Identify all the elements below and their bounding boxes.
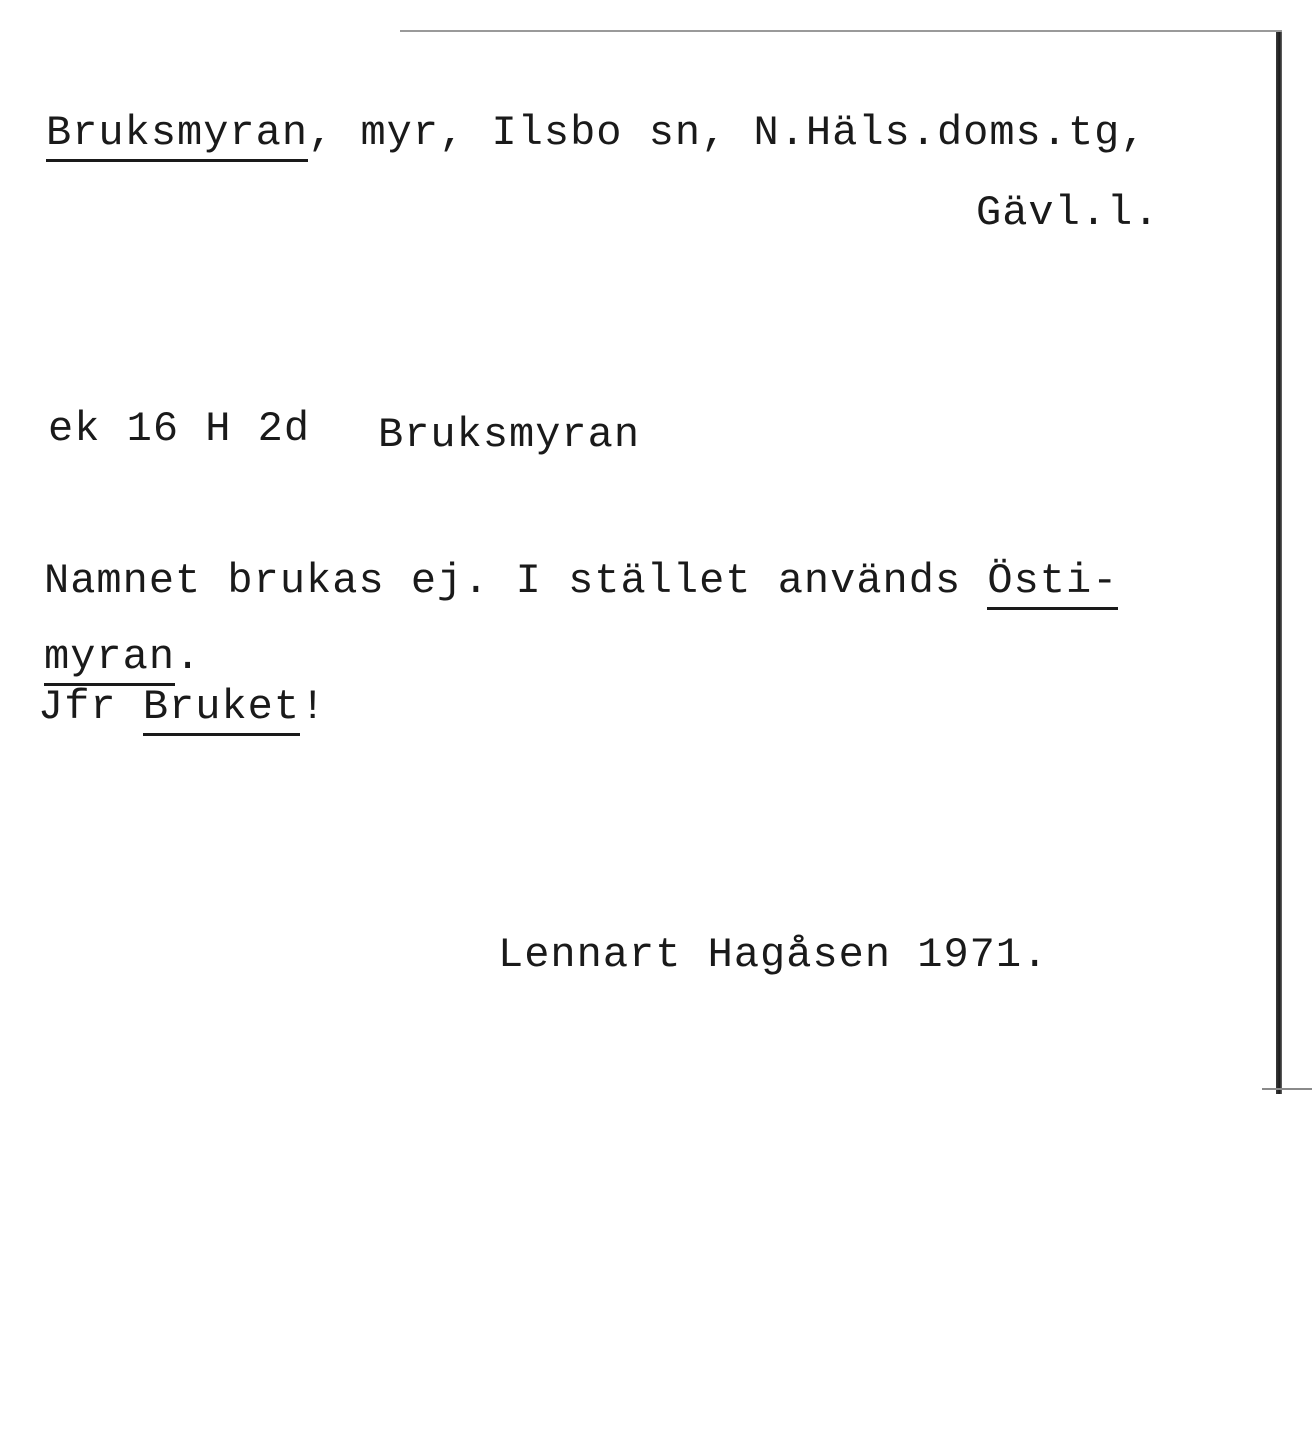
- note-ref-part-1: Östi-: [987, 557, 1118, 610]
- signature: Lennart Hagåsen 1971.: [498, 931, 1049, 979]
- note-end: .: [175, 633, 202, 681]
- map-name: Bruksmyran: [378, 411, 641, 459]
- note-line-2: [44, 633, 202, 681]
- map-reference: ek 16 H 2d: [48, 405, 311, 453]
- heading-line: [46, 109, 1147, 157]
- card-right-edge: [1276, 32, 1282, 1094]
- county-line: Gävl.l.: [976, 189, 1160, 237]
- card-top-edge: [400, 30, 1282, 32]
- jfr-line: [38, 683, 327, 731]
- note-ref-part-2: myran: [44, 633, 175, 686]
- jfr-end: !: [300, 683, 327, 731]
- note-line-1: [44, 557, 1119, 605]
- jfr-prefix: Jfr: [38, 683, 143, 731]
- jfr-reference: Bruket: [143, 683, 300, 736]
- note-text: Namnet brukas ej. I stället används: [44, 557, 988, 605]
- headword: Bruksmyran: [46, 109, 308, 162]
- card-bottom-edge: [1262, 1088, 1312, 1090]
- heading-rest: , myr, Ilsbo sn, N.Häls.doms.tg,: [308, 109, 1147, 157]
